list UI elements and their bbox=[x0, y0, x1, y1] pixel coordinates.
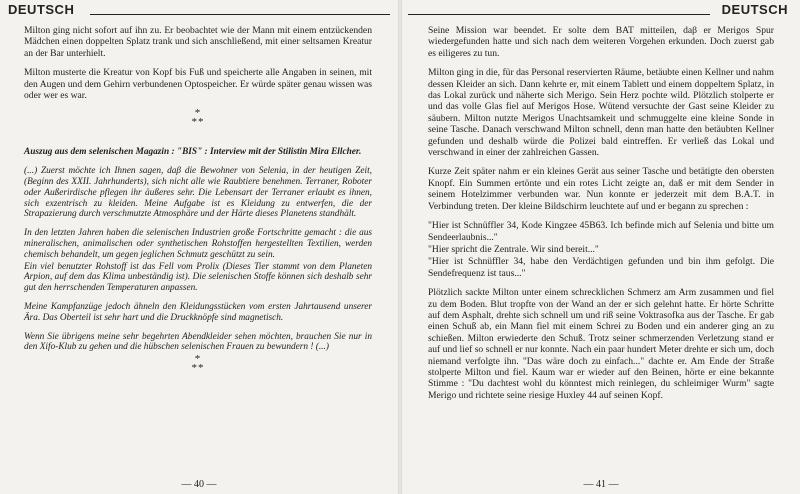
interview-paragraph: In den letzten Jahren haben die selenischen Industrien große Fortschritte gemacht : die aus mineralischen, animalischen oder synthetischen Rohstoffen hergestellten Textilien, werden chemisch behandelt, um gegen jeglichen Schmutz geschützt zu sein. bbox=[24, 228, 372, 260]
language-label: DEUTSCH bbox=[721, 2, 788, 17]
header-rule bbox=[408, 14, 710, 15]
page-number-left: — 40 — bbox=[181, 479, 217, 490]
dialogue-line: "Hier spricht die Zentrale. Wir sind bereit..." bbox=[428, 243, 599, 255]
paragraph: Milton ging in die, für das Personal reservierten Räume, betäubte einen Kellner und nahm dessen Kleider an sich. Dann kehrte er, mit einem Tablett und einem doppeltem Splatz, in das Lokal zurück und näherte sich Merigo. Sein Herz pochte wild. Plötzlich stolperte er und das volle Glas fiel auf Merigos Hose. Wütend versuchte der Gast seine Kleider zu säubern. Milton nutzte Merigos Unachtsamkeit und schmuggelte eine kleine Sonde in seine Tasche. Danach verschwand Milton schnell, denn man hatte den betäubten Kellner gefunden und deshalb würde die Polizei bald eintreffen. Er verließ das Lokal und verschwand in einer der zahlreichen Gassen. bbox=[428, 67, 774, 159]
section-separator bbox=[24, 109, 372, 127]
article-heading: Auszug aus dem selenischen Magazin : "BIS" : Interview mit der Stilistin Mira Ellcher. bbox=[24, 147, 362, 158]
left-page bbox=[0, 0, 398, 494]
star-bottom: ** bbox=[191, 362, 205, 375]
interview-paragraph: Ein viel benutzter Rohstoff ist das Fell vom Prolix (Dieses Tier stammt von dem Planeten Arpion, auf dem das Klima unbeständig ist). Die selenischen Stoffe können sich deshalb sehr gut den herrschenden Temperaturen anpassen. bbox=[24, 261, 372, 294]
paragraph: Milton musterte die Kreatur von Kopf bis Fuß und speicherte alle Angaben in seinen, mit den Augen und dem Gehirn verbundenen Optospeicher. Er würde später genau wissen was oder wer es war. bbox=[24, 67, 372, 102]
dialogue-line: "Hier ist Schnüffler 34, habe den Verdächtigen gefunden und bin ihm gefolgt. Die Sendefrequenz ist taus..." bbox=[428, 256, 774, 279]
dialogue-line: "Hier ist Schnüffler 34, Kode Kingzee 45B63. Ich befinde mich auf Selenia und bitte um Sendeerlaubnis..." bbox=[428, 220, 774, 243]
star-bottom: ** bbox=[191, 116, 205, 129]
paragraph: Kurze Zeit später nahm er ein kleines Gerät aus seiner Tasche und betätigte den obersten Knopf. Ein Summen ertönte und ein rotes Licht zeigte an, daß er mit dem Sender in seinem Hotelzimmer verbunden war. Nun konnte er jederzeit mit dem B.A.T. in Verbindung treten. Der kleine Bildschirm leuchtete auf und er begann zu sprechen : bbox=[428, 166, 774, 212]
paragraph: Milton ging nicht sofort auf ihn zu. Er beobachtet wie der Mann mit einem entzückenden Mädchen einen doppelten Splatz trank und sich anschließend, mit einer seltsamen Kreatur an der Bar unterhielt. bbox=[24, 25, 372, 59]
interview-paragraph: (...) Zuerst möchte ich Ihnen sagen, daβ die Bewohner von Selenia, in der heutigen Zeit, (Beginn des XXII. Jahrhunderts), sich nicht alle wie Raubtiere benehmen. Terraner, Roboter oder Außerirdische pflegen ihr äußeres sehr. Die Lebensart der Terraner erlaubt es ihnen, sich exzentrisch zu kleiden. Meine Aufgabe ist es Kleidung zu entwerfen, die der Strapazierung durch verschmutzte Atmosphäre und der Härte dieses Planetens standhält. bbox=[24, 166, 372, 220]
language-label: DEUTSCH bbox=[8, 2, 75, 17]
left-page-body bbox=[24, 25, 372, 379]
right-page bbox=[402, 0, 800, 494]
header-rule bbox=[90, 14, 390, 15]
paragraph: Plötzlich sackte Milton unter einem schrecklichen Schmerz am Arm zusammen und fiel zu dem Boden. Blut tropfte von der Wand an der er sich gelehnt hatte. Er hörte Schritte auf dem Asphalt, drehte sich schnell um und riß seine Voktrasofka aus der Tasche. Er gab einen Schuß ab, ein Mann fiel mit einem Schrei zu Boden und ein anderer ging an zu schießen. Milton erwiederte den Schuß. Trotz seiner schmerzenden Verletzung stand er auf und lief so schnell er nur konnte. Nach ein paar hundert Meter drehte er sich um, doch niemand verfolgte ihn. "Das wäre doch zu einfach..." dachte er. Am Ende der Straße stolperte Milton und fiel. Kaum war er wieder auf den Beinen, hörte er eine bekannte Stimme : "Du dachtest wohl du könntest mich reinlegen, du schleimiger Wurm" sagte Merigo und richtete seine riesige Huxley 44 auf seinen Kopf. bbox=[428, 287, 774, 401]
right-page-header bbox=[408, 2, 792, 24]
page-number-right: — 41 — bbox=[583, 479, 619, 490]
interview-paragraph: Wenn Sie übrigens meine sehr begehrten Abendkleider sehen möchten, brauchen Sie nur in den Xifo-Klub zu gehen und die hübschen selenischen Frauen zu bewundern ! (...) bbox=[24, 331, 372, 353]
paragraph: Seine Mission war beendet. Er solte dem BAT mitteilen, daβ er Merigos Spur wiedergefunden hatte und sich nach dem weiteren Vorgehen erkunden. Doch zuerst gab es eiligeres zu tun. bbox=[428, 25, 774, 59]
star-top: * bbox=[194, 107, 202, 120]
interview-paragraph: Meine Kampfanzüge jedoch ähneln den Kleidungsstücken vom ersten Jahrtausend unserer Ära. Das Oberteil ist sehr hart und die Druckknöpfe sind magnetisch. bbox=[24, 302, 372, 323]
star-top: * bbox=[194, 353, 202, 366]
left-page-header bbox=[6, 2, 390, 24]
section-separator-end bbox=[24, 355, 372, 373]
right-page-body bbox=[428, 25, 774, 409]
